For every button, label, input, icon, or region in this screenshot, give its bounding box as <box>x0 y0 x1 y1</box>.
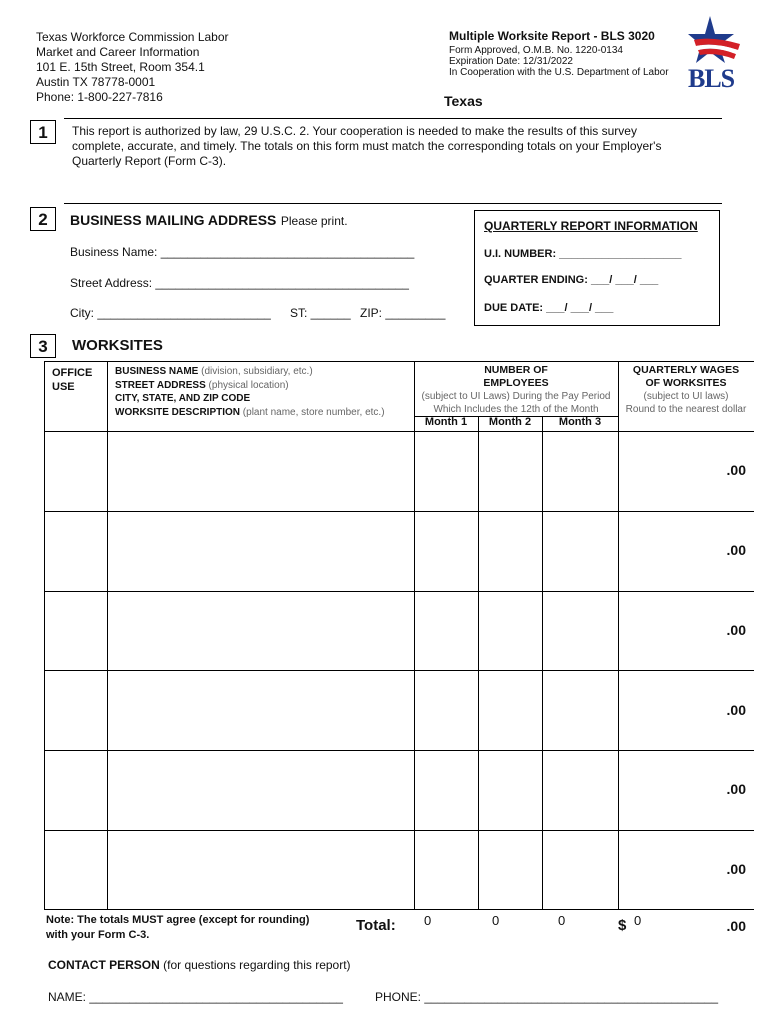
row-wages-cents: .00 <box>726 542 746 558</box>
agency-line: Market and Career Information <box>36 45 200 59</box>
agency-line: Austin TX 78778-0001 <box>36 75 156 89</box>
business-name-note: (division, subsidiary, etc.) <box>201 366 313 377</box>
total-wages-cents: .00 <box>726 918 746 934</box>
worksite-description-label: WORKSITE DESCRIPTION <box>115 406 241 418</box>
contact-person-label: CONTACT PERSON <box>48 958 160 972</box>
report-title: Multiple Worksite Report - BLS 3020 <box>449 29 655 43</box>
section3-number: 3 <box>30 334 56 358</box>
totals-note <box>46 913 309 943</box>
employees-note-line: (subject to UI Laws) During the Pay Period <box>421 391 611 402</box>
employees-col-header <box>414 364 618 416</box>
business-name-label: BUSINESS NAME <box>115 366 199 377</box>
section1-line: This report is authorized by law, 29 U.S.C. 2. Your cooperation is needed to make the results of this survey <box>72 124 637 138</box>
business-name-field[interactable]: Business Name: ______________________________________ <box>70 245 415 259</box>
street-address-label: STREET ADDRESS <box>115 379 206 391</box>
office-use-line: USE <box>52 381 75 393</box>
wages-col-header <box>618 364 754 416</box>
quarterly-info-heading: QUARTERLY REPORT INFORMATION <box>484 219 698 233</box>
report-header <box>449 29 669 78</box>
worksite-description-note: (plant name, store number, etc.) <box>242 406 385 418</box>
total-month-2[interactable]: 0 <box>492 913 500 928</box>
mailing-address-heading: BUSINESS MAILING ADDRESS <box>70 212 277 228</box>
totals-note-line: Note: The totals MUST agree (except for rounding) <box>46 914 310 926</box>
total-dollar-sign: $ <box>618 917 627 934</box>
employees-note-line: Which Includes the 12th of the Month <box>433 404 599 415</box>
total-wages[interactable]: 0 <box>634 913 642 928</box>
section2-heading <box>70 212 348 230</box>
expiration-text: Expiration Date: 12/31/2022 <box>449 56 573 67</box>
total-month-3[interactable]: 0 <box>558 913 566 928</box>
wages-note-line: Round to the nearest dollar <box>625 404 747 415</box>
row-wages-cents: .00 <box>726 622 746 638</box>
quarterly-info-box <box>474 210 720 326</box>
wages-note-line: (subject to UI laws) <box>643 391 729 402</box>
row-rule <box>44 511 754 512</box>
section1-rule <box>64 118 722 119</box>
row-wages-cents: .00 <box>726 861 746 877</box>
totals-note-line: with your Form C-3. <box>46 929 150 941</box>
table-left-rule <box>44 361 45 909</box>
state-field[interactable]: ST: ______ <box>290 306 351 320</box>
row-wages-cents: .00 <box>726 702 746 718</box>
contact-phone-field[interactable]: PHONE: ____________________________________________ <box>375 990 718 1004</box>
wages-heading-line: OF WORKSITES <box>645 377 727 389</box>
row-wages-cents: .00 <box>726 462 746 478</box>
row-rule <box>44 670 754 671</box>
street-address-field[interactable]: Street Address: ______________________________________ <box>70 276 409 290</box>
city-field[interactable]: City: __________________________ <box>70 306 271 320</box>
section2-number: 2 <box>30 207 56 231</box>
table-header-bottom-rule <box>44 431 754 432</box>
month-1-header: Month 1 <box>424 416 468 428</box>
employees-heading-line: NUMBER OF <box>484 364 548 376</box>
agency-line: 101 E. 15th Street, Room 354.1 <box>36 60 205 74</box>
contact-heading <box>48 958 351 972</box>
state-name: Texas <box>444 93 483 109</box>
section1-number: 1 <box>30 120 56 144</box>
please-print-note: Please print. <box>280 214 348 228</box>
row-rule <box>44 591 754 592</box>
section1-line: Quarterly Report (Form C-3). <box>72 154 227 168</box>
worksites-heading: WORKSITES <box>72 337 163 354</box>
business-col-header <box>115 365 385 419</box>
row-rule <box>44 750 754 751</box>
row-wages-cents: .00 <box>726 781 746 797</box>
office-business-divider <box>107 361 108 909</box>
row-rule <box>44 830 754 831</box>
section1-text <box>72 124 661 169</box>
agency-line: Phone: 1-800-227-7816 <box>36 90 163 104</box>
due-date-field[interactable]: DUE DATE: ___/ ___/ ___ <box>484 302 614 314</box>
zip-field[interactable]: ZIP: _________ <box>360 306 446 320</box>
table-bottom-rule <box>44 909 754 910</box>
office-use-line: OFFICE <box>52 367 93 379</box>
month-3-header: Month 3 <box>558 416 602 428</box>
employees-heading-line: EMPLOYEES <box>483 377 549 389</box>
agency-address <box>36 30 229 104</box>
bls-star-icon <box>688 14 744 70</box>
business-month1-divider <box>414 361 415 909</box>
total-month-1[interactable]: 0 <box>424 913 432 928</box>
agency-line: Texas Workforce Commission Labor <box>36 30 229 44</box>
table-top-rule <box>44 361 754 362</box>
section2-rule <box>64 203 722 204</box>
office-use-header <box>52 366 92 394</box>
cooperation-text: In Cooperation with the U.S. Department of Labor <box>449 67 669 78</box>
contact-name-field[interactable]: NAME: ______________________________________ <box>48 990 343 1004</box>
wages-heading-line: QUARTERLY WAGES <box>632 364 740 376</box>
approval-text: Form Approved, O.M.B. No. 1220-0134 <box>449 45 623 56</box>
month3-wages-divider <box>618 361 619 909</box>
bls-logo-text: BLS <box>688 64 735 93</box>
ui-number-field[interactable]: U.I. NUMBER: ____________________ <box>484 248 682 260</box>
month1-month2-divider <box>478 416 479 909</box>
quarter-ending-field[interactable]: QUARTER ENDING: ___/ ___/ ___ <box>484 274 659 286</box>
total-label: Total: <box>356 917 396 934</box>
month2-month3-divider <box>542 416 543 909</box>
contact-person-note: (for questions regarding this report) <box>163 958 351 972</box>
city-state-zip-label: CITY, STATE, AND ZIP CODE <box>115 393 251 404</box>
bls-logo <box>686 14 746 94</box>
section1-line: complete, accurate, and timely. The totals on this form must match the corresponding totals on your Employer's <box>72 139 662 153</box>
street-address-note: (physical location) <box>208 379 289 391</box>
month-2-header: Month 2 <box>488 416 532 428</box>
